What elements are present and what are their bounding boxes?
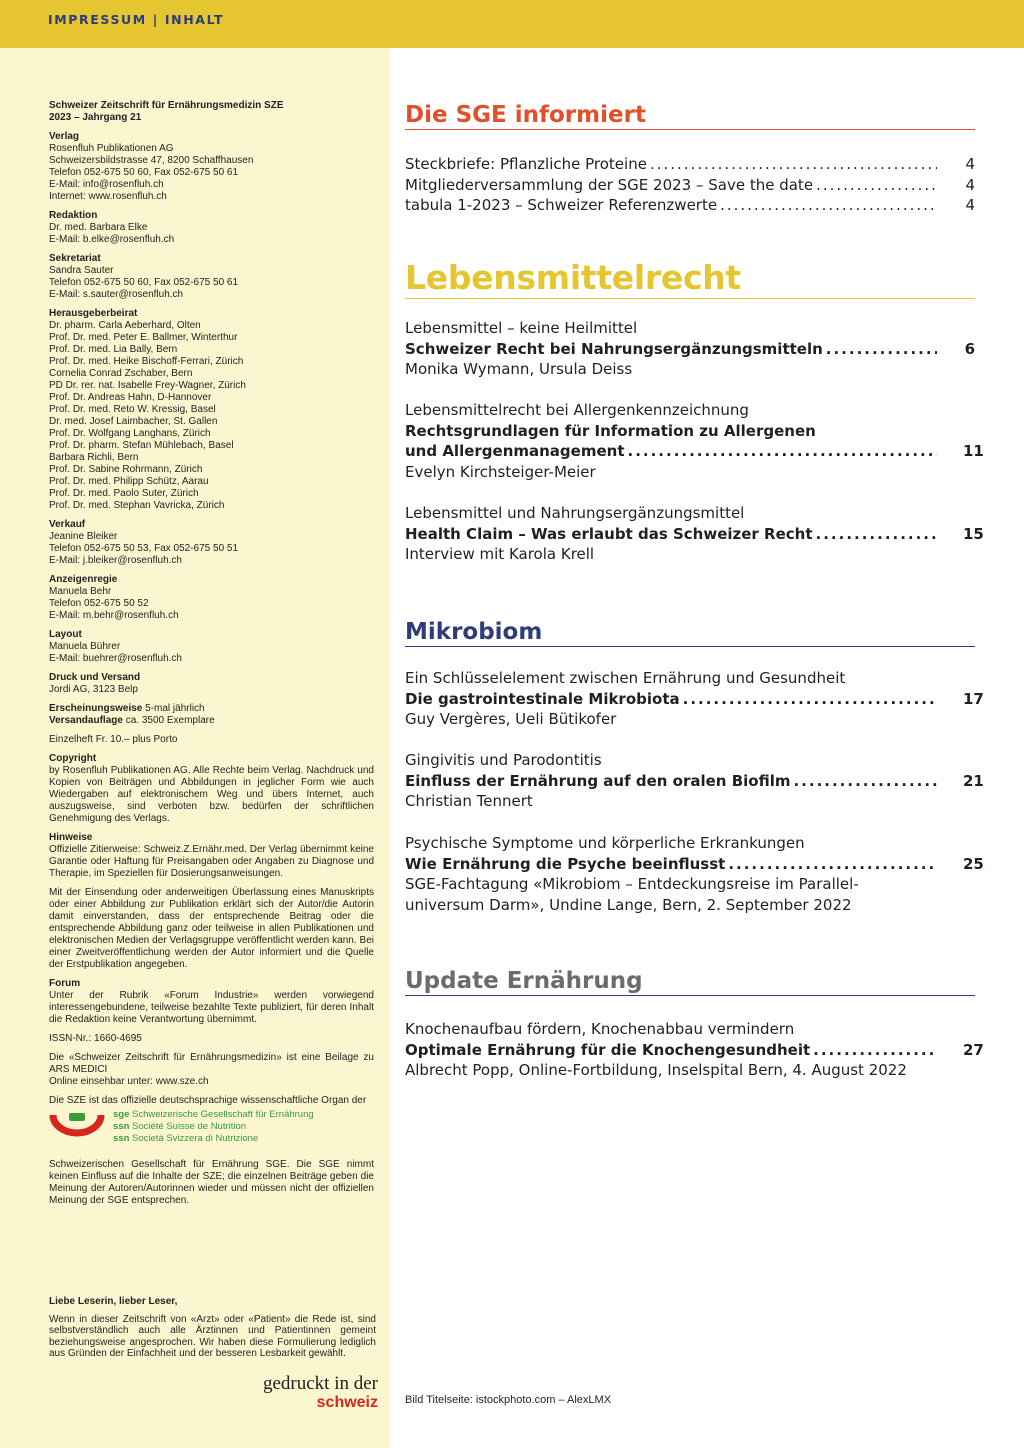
sge-intro: Die SZE ist das offizielle deutschsprachige wissenschaftliche Organ der	[49, 1095, 367, 1106]
section-label: Sekretariat	[49, 253, 101, 264]
printed-line2: schweiz	[316, 1394, 378, 1411]
section-line: Jordi AG, 3123 Belp	[49, 684, 138, 695]
toc-authors: SGE-Fachtagung «Mikrobiom – Entdeckungsreise im Parallel-	[405, 875, 859, 893]
versandauflage	[49, 715, 374, 727]
board-member: Prof. Dr. med. Heike Bischoff-Ferrari, Zürich	[49, 356, 244, 367]
header-band	[0, 0, 1024, 48]
toc-entry-lmr-2[interactable]	[405, 400, 984, 482]
board-member: PD Dr. rer. nat. Isabelle Frey-Wagner, Zürich	[49, 380, 246, 391]
toc-leader	[728, 854, 937, 875]
greeting-text: Wenn in dieser Zeitschrift von «Arzt» oder «Patient» die Rede ist, sind selbstverständlich auch alle Ärztinnen und Patientinnen gemeint beziehungsweise angesprochen. Wir haben diese Formulierung lediglich aus Gründen der Einfachheit und der besseren Lesbarkeit gewählt.	[49, 1313, 376, 1359]
versandauflage-label: Versandauflage	[49, 715, 123, 726]
einzelheft-price: Einzelheft Fr. 10.– plus Porto	[49, 734, 178, 745]
section-line: Telefon 052-675 50 60, Fax 052-675 50 61	[49, 167, 239, 178]
board-member: Prof. Dr. med. Stephan Vavricka, Zürich	[49, 500, 225, 511]
board-member: Prof. Dr. Andreas Hahn, D-Hannover	[49, 392, 212, 403]
toc-headline-row	[405, 854, 984, 875]
toc-kicker: Knochenaufbau fördern, Knochenabbau vermindern	[405, 1020, 795, 1038]
copyright-label: Copyright	[49, 753, 97, 764]
website-link[interactable]: Internet: www.rosenfluh.ch	[49, 191, 167, 202]
toc-headline-row	[405, 441, 984, 462]
sge-organ-block	[49, 1095, 374, 1207]
board-member: Prof. Dr. med. Philipp Schütz, Aarau	[49, 476, 209, 487]
toc-leader	[816, 524, 937, 545]
forum-text: Unter der Rubrik «Forum Industrie» werden vorwiegend interessengebundene, teilweise bezahlte Texte publiziert, für deren Inhalt die Redaktion keine Verantwortung übernimmt.	[49, 990, 374, 1025]
copyright-block	[49, 753, 374, 825]
ssn-logo-text	[105, 1109, 314, 1145]
toc-leader	[813, 1040, 937, 1061]
einsendung-text: Mit der Einsendung oder anderweitigen Überlassung eines Manuskripts oder einer Abbildung zur Publikation erklärt sich der Autor/die Autorin damit einverstanden, dass der entsprechende Beitrag oder die entsprechende Abbildung ganz oder teilweise in allen Publikationen und elektronischen Medien der Verlagsgruppe veröffentlicht werden kann. Bei einer Zweitveröffentlichung werden der Autor informiert und die Quelle der Erstpublikation angegeben.	[49, 887, 374, 970]
toc-headline-row	[405, 1040, 984, 1061]
email-link[interactable]: E-Mail: s.sauter@rosenfluh.ch	[49, 289, 184, 300]
greeting-label: Liebe Leserin, lieber Leser,	[49, 1296, 178, 1307]
toc-headline: Wie Ernährung die Psyche beeinflusst	[405, 854, 726, 873]
sekretariat-block	[49, 253, 374, 301]
forum-label: Forum	[49, 978, 81, 989]
toc-leader	[816, 175, 937, 196]
ssn-line	[113, 1133, 314, 1145]
hinweise-text: Offizielle Zitierweise: Schweiz.Z.Ernähr.med. Der Verlag übernimmt keine Garantie oder Haftung für Preisangaben oder Angaben zu Diagnose und Therapie, im Speziellen für Dosierungsanweisungen.	[49, 844, 374, 879]
toc-authors: Guy Vergères, Ueli Bütikofer	[405, 710, 617, 728]
toc-kicker: Lebensmittel und Nahrungsergänzungsmittel	[405, 504, 745, 522]
section-label: Druck und Versand	[49, 672, 141, 683]
section-label: Verkauf	[49, 519, 86, 530]
erscheinungsweise	[49, 703, 374, 715]
board-member: Prof. Dr. med. Peter E. Ballmer, Winterthur	[49, 332, 238, 343]
board-member: Cornelia Conrad Zschaber, Bern	[49, 368, 193, 379]
online-link[interactable]: Online einsehbar unter: www.sze.ch	[49, 1076, 209, 1087]
section-line: Rosenfluh Publikationen AG	[49, 143, 174, 154]
section-line: Manuela Bührer	[49, 641, 121, 652]
section-title-lebensmittelrecht: Lebensmittelrecht	[405, 258, 975, 299]
toc-entry-lmr-3[interactable]	[405, 503, 984, 565]
toc-authors: Monika Wymann, Ursula Deiss	[405, 360, 633, 378]
toc-page: 4	[965, 175, 975, 194]
section-line: Sandra Sauter	[49, 265, 114, 276]
einzelheft-block	[49, 734, 374, 746]
toc-leader	[683, 689, 937, 710]
image-credit: Bild Titelseite: istockphoto.com – AlexLMX	[405, 1394, 612, 1406]
toc-headline-row	[405, 771, 984, 792]
herausgeberbeirat-block	[49, 308, 374, 512]
toc-headline-row	[405, 689, 984, 710]
section-label: Herausgeberbeirat	[49, 308, 138, 319]
toc-authors: universum Darm», Undine Lange, Bern, 2. September 2022	[405, 895, 852, 914]
toc-page: 21	[963, 771, 984, 790]
ssn-line	[113, 1121, 314, 1133]
toc-headline: Rechtsgrundlagen für Information zu Allergenen	[405, 421, 816, 440]
section-label: Verlag	[49, 131, 80, 142]
section-label: Redaktion	[49, 210, 98, 221]
versandauflage-value: ca. 3500 Exemplare	[122, 715, 215, 726]
printed-in-switzerland-logo	[232, 1374, 378, 1412]
ssn-name: Société Suisse de Nutrition	[132, 1121, 247, 1132]
section-line: Telefon 052-675 50 52	[49, 598, 149, 609]
board-member: Barbara Richli, Bern	[49, 452, 139, 463]
board-member: Prof. Dr. med. Reto W. Kressig, Basel	[49, 404, 216, 415]
toc-kicker: Ein Schlüsselelement zwischen Ernährung und Gesundheit	[405, 669, 846, 687]
hinweise-label: Hinweise	[49, 832, 93, 843]
toc-kicker: Psychische Symptome und körperliche Erkrankungen	[405, 834, 805, 852]
toc-authors: Interview mit Karola Krell	[405, 545, 595, 563]
toc-leader	[793, 771, 937, 792]
toc-authors: Albrecht Popp, Online-Fortbildung, Inselspital Bern, 4. August 2022	[405, 1061, 907, 1079]
toc-kicker: Lebensmittel – keine Heilmittel	[405, 319, 638, 337]
druck-block	[49, 672, 374, 696]
ssn-line	[113, 1109, 314, 1121]
redaktion-block	[49, 210, 374, 246]
board-member: Prof. Dr. pharm. Stefan Mühlebach, Basel	[49, 440, 234, 451]
section-title-update: Update Ernährung	[405, 968, 975, 996]
toc-entry[interactable]	[405, 175, 975, 196]
section-label: Anzeigenregie	[49, 574, 118, 585]
toc-page: 6	[964, 339, 975, 358]
toc-entry-title: Mitgliederversammlung der SGE 2023 – Save the date	[405, 175, 814, 194]
toc-page: 4	[965, 196, 975, 214]
layout-block	[49, 629, 374, 665]
toc-leader	[720, 195, 937, 216]
toc-authors: Evelyn Kirchsteiger-Meier	[405, 462, 596, 481]
board-member: Dr. pharm. Carla Aeberhard, Olten	[49, 320, 201, 331]
email-link[interactable]: E-Mail: j.bleiker@rosenfluh.ch	[49, 555, 182, 566]
board-member: Prof. Dr. Sabine Rohrmann, Zürich	[49, 464, 203, 475]
toc-entry-upd-1[interactable]	[405, 1019, 984, 1081]
toc-headline: Health Claim – Was erlaubt das Schweizer Recht	[405, 524, 813, 543]
toc-kicker: Lebensmittelrecht bei Allergenkennzeichnung	[405, 401, 749, 419]
toc-headline: Schweizer Recht bei Nahrungsergänzungsmitteln	[405, 339, 823, 358]
ssn-abbr: sge	[113, 1109, 130, 1120]
header-label: IMPRESSUM | INHALT	[48, 12, 225, 27]
issn-block	[49, 1033, 374, 1045]
toc-entry[interactable]	[405, 154, 975, 175]
toc-page: 15	[963, 524, 984, 543]
email-link[interactable]: E-Mail: buehrer@rosenfluh.ch	[49, 653, 182, 664]
verkauf-block	[49, 519, 374, 567]
toc-entry[interactable]	[405, 195, 975, 216]
ssn-logo-mark-icon	[49, 1109, 105, 1139]
board-member: Prof. Dr. med. Lia Bally, Bern	[49, 344, 178, 355]
sge-text: Schweizerischen Gesellschaft für Ernährung SGE. Die SGE nimmt keinen Einfluss auf die Inhalte der SZE; die einzelnen Beiträge geben die Meinung der Autoren/Autorinnen wieder und müssen nicht der offiziellen Meinung der SGE entsprechen.	[49, 1159, 374, 1206]
anzeigenregie-block	[49, 574, 374, 622]
einsendung-block	[49, 887, 374, 971]
printed-line1: gedruckt in der	[262, 1373, 378, 1394]
beilage-text: Die «Schweizer Zeitschrift für Ernährungsmedizin» ist eine Beilage zu ARS MEDICI	[49, 1052, 374, 1075]
toc-leader	[628, 441, 938, 462]
toc-page: 27	[963, 1040, 984, 1059]
toc-leader	[826, 339, 937, 360]
email-link[interactable]: E-Mail: m.behr@rosenfluh.ch	[49, 610, 179, 621]
toc-entry-mik-3[interactable]	[405, 833, 984, 915]
toc-entry-title: tabula 1-2023 – Schweizer Referenzwerte	[405, 196, 718, 214]
section-line: Jeanine Bleiker	[49, 531, 118, 542]
email-link[interactable]: E-Mail: b.elke@rosenfluh.ch	[49, 234, 175, 245]
email-link[interactable]: E-Mail: info@rosenfluh.ch	[49, 179, 164, 190]
impressum-text	[49, 100, 374, 1207]
toc-sge	[405, 154, 975, 216]
board-member: Prof. Dr. med. Paolo Suter, Zürich	[49, 488, 199, 499]
verlag-block	[49, 131, 374, 203]
erscheinung-block	[49, 703, 374, 727]
hinweise-block	[49, 832, 374, 880]
ssn-name: Società Svizzera di Nutrizione	[132, 1133, 259, 1144]
toc-headline-row	[405, 339, 975, 360]
beilage-block	[49, 1052, 374, 1088]
copyright-text: by Rosenfluh Publikationen AG. Alle Rechte beim Verlag. Nachdruck und Kopien von Beiträgen und Abbildungen in jeglicher Form wie auch Wiedergaben auf elektronischem Weg und übers Internet, auch auszugsweise, sind verboten bzw. bedürfen der schriftlichen Genehmigung des Verlags.	[49, 765, 374, 824]
ssn-abbr: ssn	[113, 1121, 130, 1132]
issn-number: ISSN-Nr.: 1660-4695	[49, 1033, 142, 1044]
toc-entry-mik-2[interactable]	[405, 750, 984, 812]
ssn-name: Schweizerische Gesellschaft für Ernährung	[132, 1109, 314, 1120]
toc-page: 17	[963, 689, 984, 708]
section-label: Layout	[49, 629, 82, 640]
toc-authors: Christian Tennert	[405, 792, 533, 810]
toc-page: 11	[963, 442, 984, 460]
section-title-mikrobiom: Mikrobiom	[405, 619, 975, 647]
reader-note	[49, 1296, 376, 1360]
erscheinungsweise-label: Erscheinungsweise	[49, 703, 143, 714]
section-line: Manuela Behr	[49, 586, 112, 597]
section-line: Telefon 052-675 50 53, Fax 052-675 50 51	[49, 543, 239, 554]
section-line: Telefon 052-675 50 60, Fax 052-675 50 61	[49, 277, 239, 288]
board-member: Dr. med. Josef Laimbacher, St. Gallen	[49, 416, 218, 427]
toc-page: 4	[965, 155, 975, 173]
board-member: Prof. Dr. Wolfgang Langhans, Zürich	[49, 428, 211, 439]
forum-block	[49, 978, 374, 1026]
toc-headline: Die gastrointestinale Mikrobiota	[405, 689, 680, 708]
ssn-logo	[49, 1109, 374, 1145]
journal-title: Schweizer Zeitschrift für Ernährungsmedizin SZE	[49, 100, 284, 111]
section-line: Schweizersbildstrasse 47, 8200 Schaffhausen	[49, 155, 254, 166]
toc-headline: Optimale Ernährung für die Knochengesundheit	[405, 1040, 811, 1059]
toc-entry-title: Steckbriefe: Pflanzliche Proteine	[405, 155, 647, 173]
toc-headline-row	[405, 524, 984, 545]
erscheinungsweise-value: 5-mal jährlich	[142, 703, 205, 714]
journal-info	[49, 100, 374, 124]
section-title-sge: Die SGE informiert	[405, 102, 975, 130]
toc-leader	[650, 154, 937, 175]
toc-page: 25	[963, 854, 984, 873]
ssn-abbr: ssn	[113, 1133, 130, 1144]
journal-year: 2023 – Jahrgang 21	[49, 112, 142, 123]
toc-headline: Einfluss der Ernährung auf den oralen Biofilm	[405, 771, 791, 790]
toc-headline-cont: und Allergenmanagement	[405, 442, 625, 460]
toc-entry-mik-1[interactable]	[405, 668, 984, 730]
toc-entry-lmr-1[interactable]	[405, 318, 975, 380]
toc-kicker: Gingivitis und Parodontitis	[405, 751, 602, 769]
section-line: Dr. med. Barbara Elke	[49, 222, 148, 233]
